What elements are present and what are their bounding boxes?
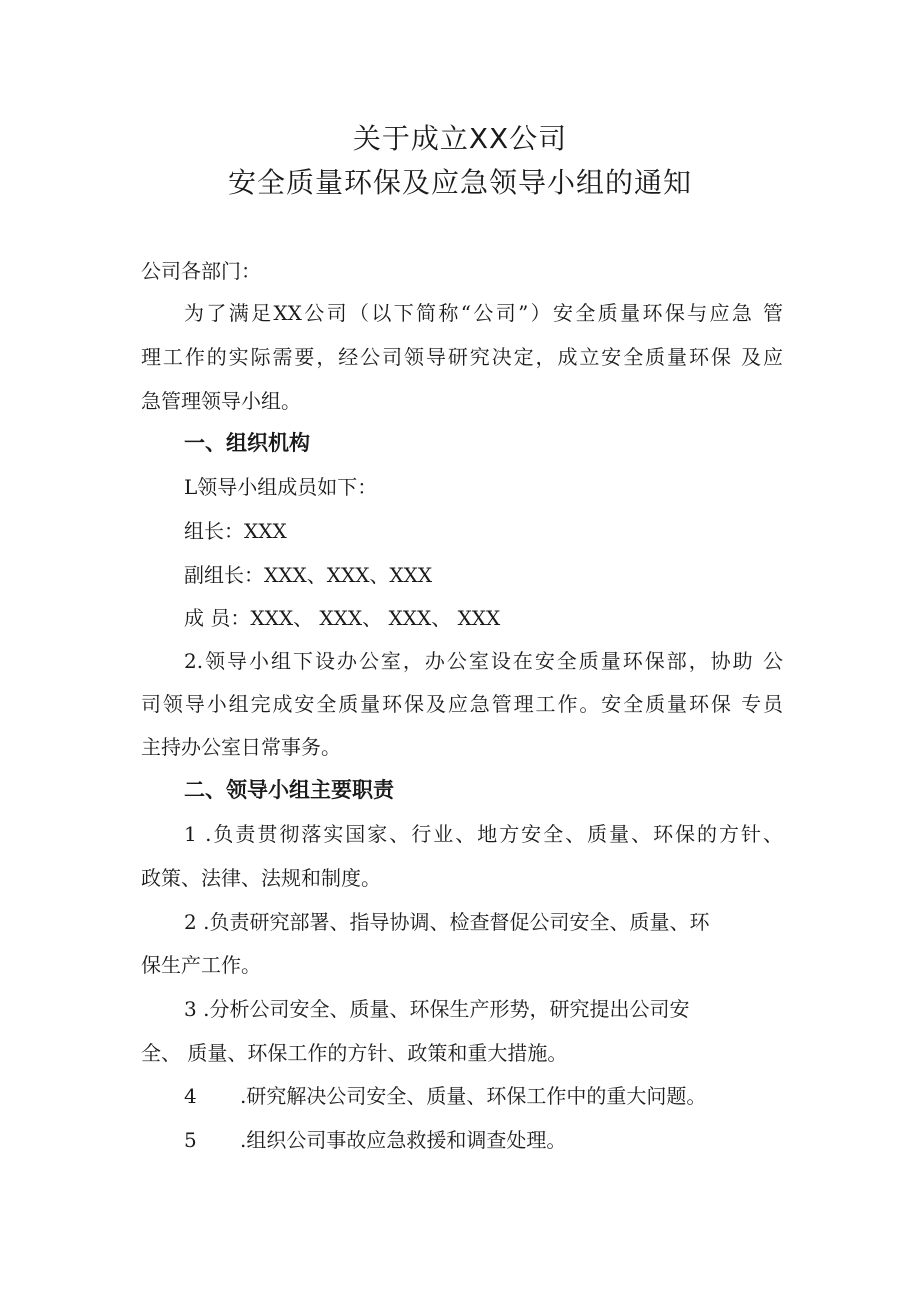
group-leader: 组长：XXX [184,519,287,543]
duty-item-number: 4 [184,1084,197,1108]
duty-item-1-line: 1 .负责贯彻落实国家、行业、地方安全、质量、环保的方针、 [184,822,783,846]
duty-item-2-line: 保生产工作。 [141,953,261,977]
office-paragraph-line: 2.领导小组下设办公室，办公室设在安全质量环保部，协助 公 [184,649,783,673]
duty-item-text: .研究解决公司安全、质量、环保工作中的重大问题。 [240,1084,707,1108]
duty-item-1-line: 政策、法律、法规和制度。 [141,866,381,890]
document-title-line-2: 安全质量环保及应急领导小组的通知 [227,166,692,199]
duty-item-3-line: 3 .分析公司安全、质量、环保生产形势，研究提出公司安 [184,997,690,1021]
members-intro: L领导小组成员如下： [184,475,378,499]
office-paragraph-line: 司领导小组完成安全质量环保及应急管理工作。安全质量环保 专员 [141,692,783,716]
intro-paragraph-line: 理工作的实际需要，经公司领导研究决定，成立安全质量环保 及应 [141,345,783,369]
intro-paragraph-line: 为了满足XX公司（以下简称“公司”）安全质量环保与应急 管 [184,301,783,325]
duty-item-3-line: 全、 质量、环保工作的方针、政策和重大措施。 [141,1041,568,1065]
deputy-leaders: 副组长：XXX、XXX、XXX [184,563,433,587]
document-title-line-1: 关于成立XX公司 [352,122,568,155]
duty-item-4 [184,1083,783,1109]
group-members: 成 员：XXX、 XXX、 XXX、 XXX [184,606,501,630]
salutation: 公司各部门： [141,259,261,283]
section-heading-organization: 一、组织机构 [184,431,310,455]
duty-item-text: .组织公司事故应急救援和调查处理。 [240,1128,567,1152]
office-paragraph-line: 主持办公室日常事务。 [141,735,341,759]
duty-item-number: 5 [184,1128,197,1152]
section-heading-duties: 二、领导小组主要职责 [184,778,394,802]
duty-item-5 [184,1127,783,1153]
duty-item-2-line: 2 .负责研究部署、指导协调、检查督促公司安全、质量、环 [184,910,710,934]
intro-paragraph-line: 急管理领导小组。 [141,389,301,413]
